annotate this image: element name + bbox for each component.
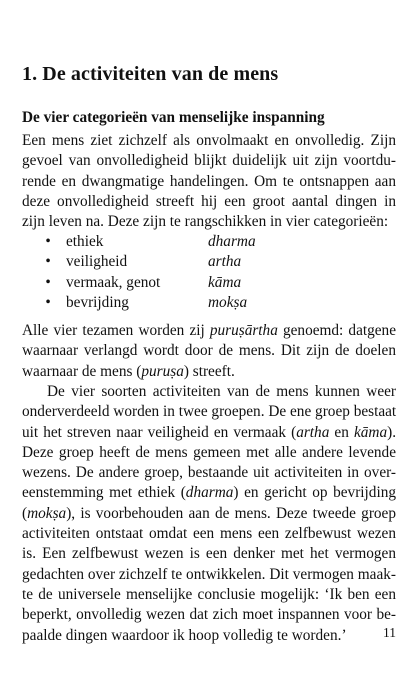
text-run: en [329, 423, 354, 441]
text-run: genoemd: datgene [277, 322, 396, 339]
text-line: gevoel van onvolledigheid blijkt duidelijk uit zijn voortdu- [22, 152, 396, 170]
text-line [22, 504, 396, 524]
intro-paragraph [22, 131, 396, 232]
sanskrit-term: kāma [208, 273, 242, 291]
text-line: paalde dingen waardoor ik hoop volledig te worden.’ [22, 626, 347, 644]
page-number: 11 [383, 625, 396, 640]
section-heading: De vier categorieën van menselijke inspanning [22, 109, 325, 126]
groups-paragraph [22, 382, 396, 646]
text-run: Alle vier tezamen worden zij [22, 322, 210, 339]
text-line: Deze groep heeft de mens gemeen met alle andere levende [22, 443, 396, 461]
bullet-icon: • [45, 233, 51, 250]
text-line: is. Een zelfbewust wezen is een denker met het vermogen [22, 545, 396, 563]
sanskrit-term: mokṣa [27, 504, 67, 522]
text-line: waarnaar verlangd wordt door de mens. Dit zijn de doelen [22, 342, 396, 360]
text-line: activiteiten ontstaat omdat een mens een zelfbewust wezen [22, 525, 396, 543]
text-line: onderverdeeld worden in twee groepen. De ene groep bestaat [22, 403, 397, 421]
text-line: De vier soorten activiteiten van de mens kunnen weer [47, 383, 396, 400]
category-name: vermaak, genot [66, 273, 161, 291]
text-line [22, 321, 396, 341]
text-run: ( [22, 504, 28, 522]
sanskrit-term: dharma [208, 233, 256, 250]
text-run: uit het streven naar veiligheid en vermaak ( [22, 423, 297, 441]
chapter-title: 1. De activiteiten van de mens [22, 63, 279, 85]
sanskrit-term: puruṣa [141, 362, 184, 380]
text-run: ) streeft. [183, 362, 235, 380]
bullet-icon: • [45, 273, 51, 291]
sanskrit-term: kāma [353, 423, 388, 441]
sanskrit-term: artha [296, 423, 330, 441]
text-run: ) en gericht op bevrijding [233, 484, 396, 502]
text-line: deze onvolledigheid streeft hij een groot aantal dingen in [22, 192, 396, 210]
sanskrit-term: artha [208, 253, 242, 271]
bullet-icon: • [45, 293, 51, 311]
bullet-icon: • [45, 253, 51, 271]
text-run: ). [387, 423, 397, 441]
text-line: zijn leven na. Deze zijn te rangschikken in vier categorieën: [22, 213, 389, 231]
book-page [22, 0, 396, 675]
text-line: rende en dwangmatige handelingen. Om te ontsnappen aan [22, 172, 396, 190]
text-line: beperkt, onvolledig wezen dat zich moet inspannen voor be- [22, 606, 396, 624]
text-line [22, 362, 396, 382]
text-line [22, 423, 396, 443]
category-name: ethiek [66, 233, 104, 250]
text-run: waarnaar de mens ( [22, 362, 142, 380]
category-name: bevrijding [66, 293, 129, 311]
sanskrit-term: dharma [185, 484, 234, 502]
text-line: wezens. De andere groep, bestaande uit activiteiten in over- [22, 464, 396, 482]
text-run: ), is voorbehouden aan de mens. Deze tweede groep [66, 504, 396, 522]
text-line: Een mens ziet zichzelf als onvolmaakt en onvolledig. Zijn [22, 132, 396, 149]
text-run: eenstemming met ethiek ( [22, 484, 186, 502]
text-line: te de universele menselijke conclusie mogelijk: ‘Ik ben een [22, 585, 396, 603]
sanskrit-term: puruṣārtha [209, 322, 278, 339]
text-line [22, 483, 396, 503]
sanskrit-term: mokṣa [208, 293, 248, 311]
text-line: gedachten over zichzelf te ontwikkelen. Dit vermogen maak- [22, 565, 396, 583]
purushartha-paragraph [22, 321, 396, 382]
category-name: veiligheid [66, 253, 128, 271]
